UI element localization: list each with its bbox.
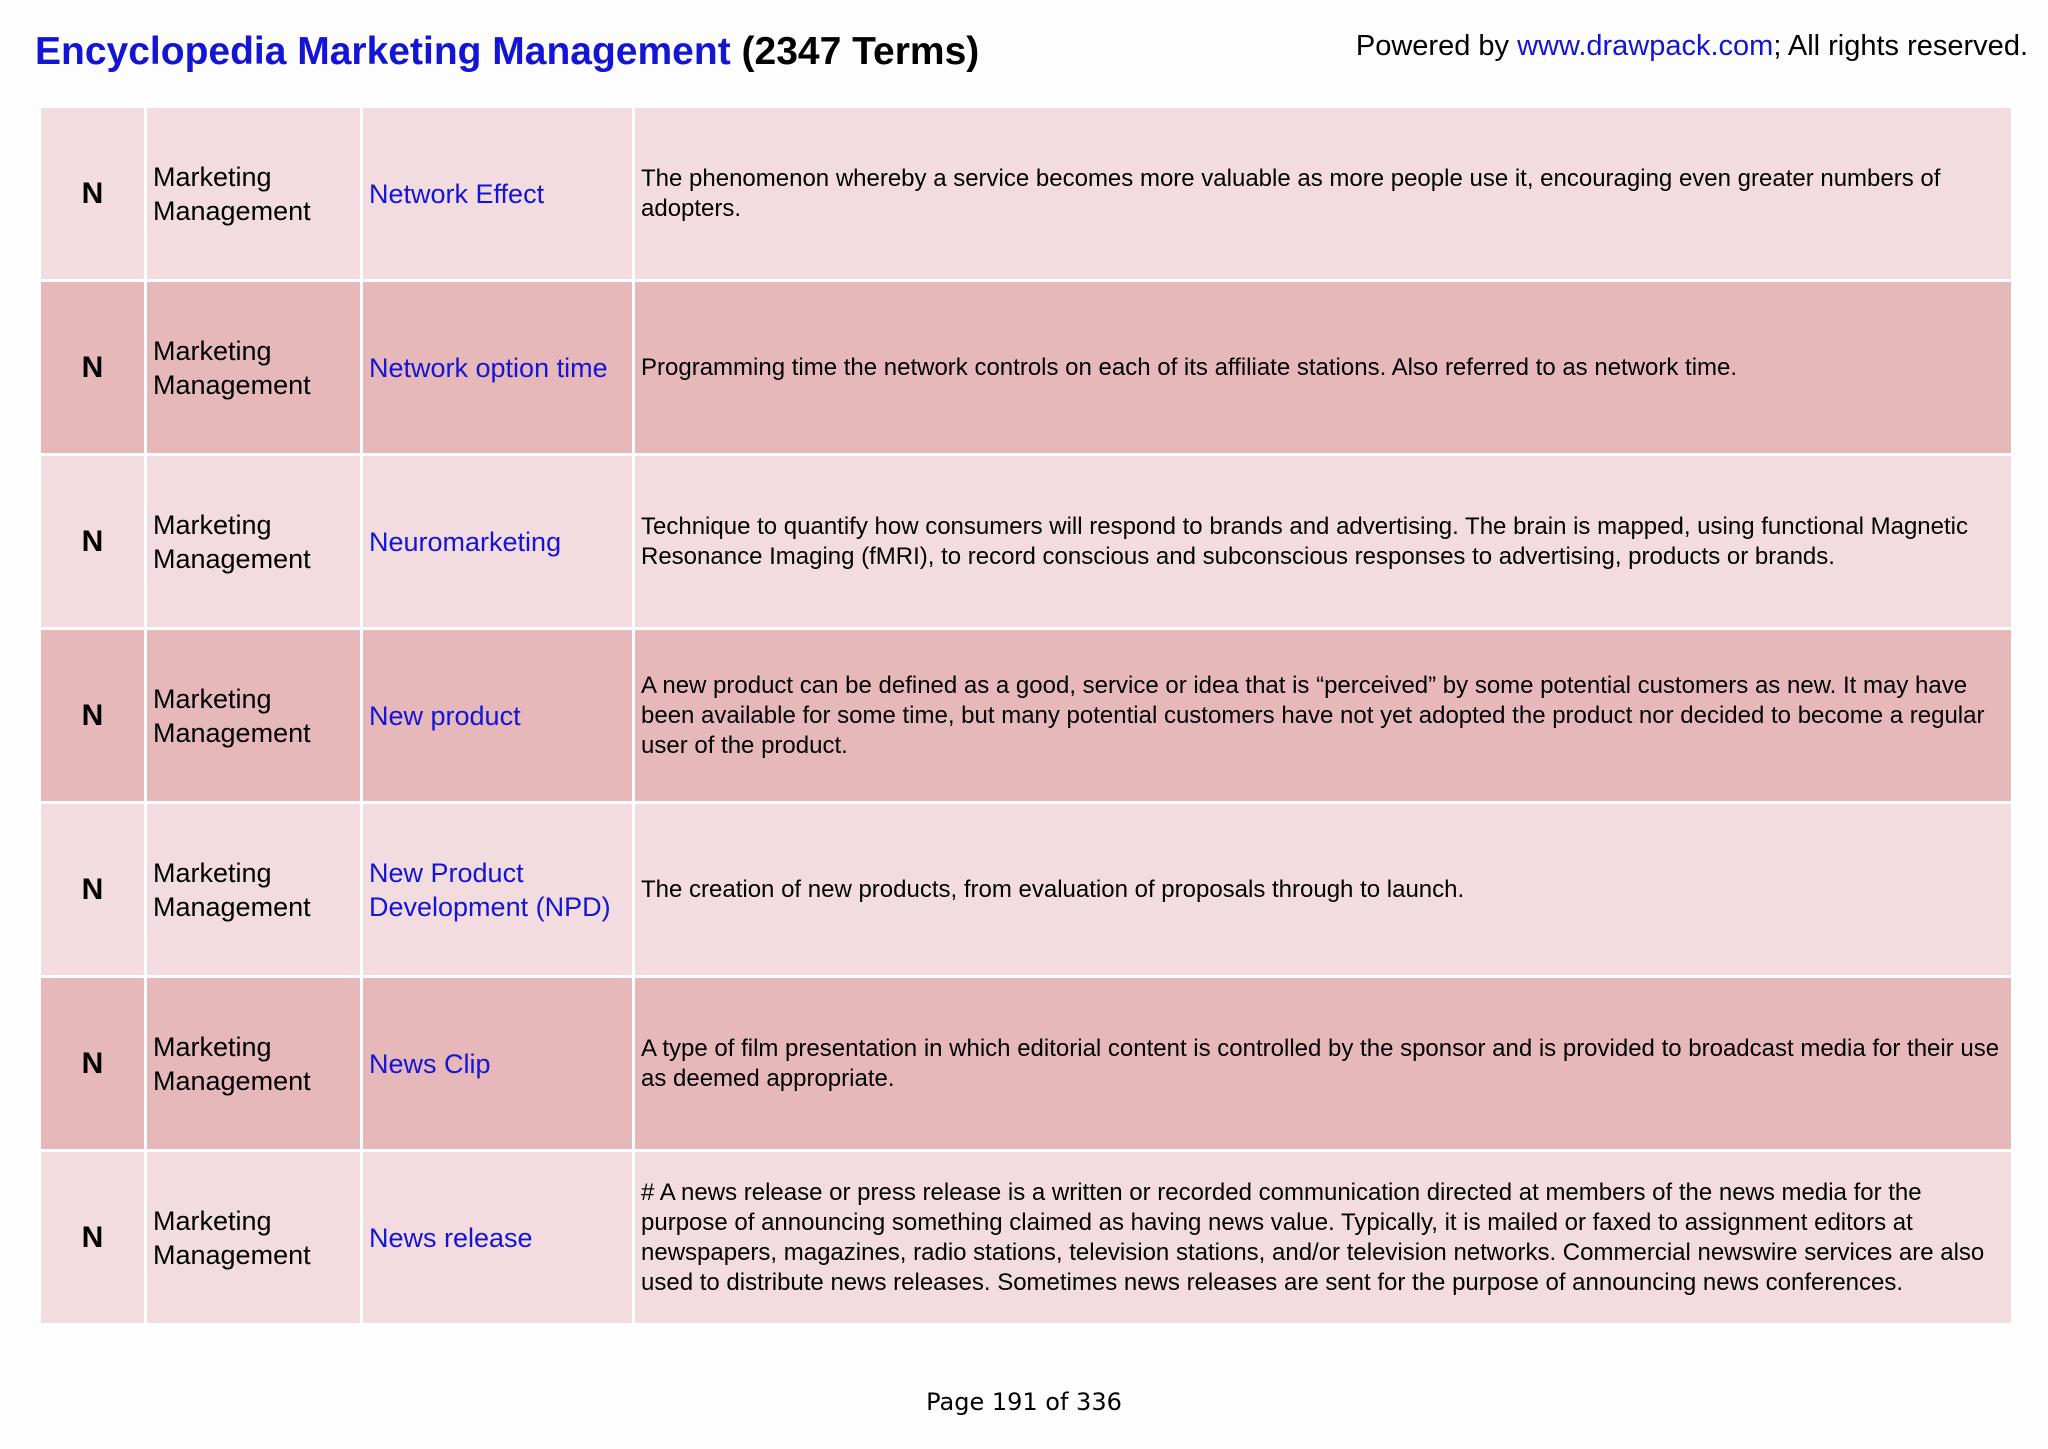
row-letter: N [40,629,146,803]
row-letter: N [40,977,146,1151]
table-row [40,629,2013,803]
row-letter: N [40,1151,146,1325]
term-link[interactable]: News Clip [362,977,634,1151]
powered-prefix: Powered by [1355,30,1510,62]
title-text: Encyclopedia Marketing Management [35,30,731,73]
table-row [40,977,2013,1151]
term-count: (2347 Terms) [741,30,980,73]
row-category: Marketing Management [146,455,362,629]
terms-table [38,105,2014,1326]
powered-by [1356,30,2028,63]
term-description: A type of film presentation in which editorial content is controlled by the sponsor and is provided to broadcast media for their use as deemed appropriate. [634,977,2013,1151]
table-row [40,107,2013,281]
term-description: The phenomenon whereby a service becomes more valuable as more people use it, encouraging even greater numbers of adopters. [634,107,2013,281]
table-row [40,455,2013,629]
term-description: The creation of new products, from evaluation of proposals through to launch. [634,803,2013,977]
term-link[interactable]: New product [362,629,634,803]
term-link[interactable]: News release [362,1151,634,1325]
row-letter: N [40,281,146,455]
term-link[interactable]: Network Effect [362,107,634,281]
term-link[interactable]: New Product Development (NPD) [362,803,634,977]
table-row [40,1151,2013,1325]
table-row [40,281,2013,455]
term-link[interactable]: Network option time [362,281,634,455]
term-link[interactable]: Neuromarketing [362,455,634,629]
term-description: A new product can be defined as a good, service or idea that is “perceived” by some potential customers as new. It may have been available for some time, but many potential customers have not yet adopted the product nor decided to become a regular user of the product. [634,629,2013,803]
page-header [0,0,2048,100]
row-letter: N [40,455,146,629]
row-letter: N [40,107,146,281]
drawpack-link[interactable]: www.drawpack.com [1517,30,1774,62]
row-category: Marketing Management [146,803,362,977]
powered-suffix: ; All rights reserved. [1773,30,2028,62]
row-category: Marketing Management [146,281,362,455]
row-category: Marketing Management [146,629,362,803]
row-category: Marketing Management [146,107,362,281]
page-number: Page 191 of 336 [926,1388,1122,1416]
term-description: Programming time the network controls on each of its affiliate stations. Also referred to as network time. [634,281,2013,455]
table-row [40,803,2013,977]
term-description: Technique to quantify how consumers will respond to brands and advertising. The brain is mapped, using functional Magnetic Resonance Imaging (fMRI), to record conscious and subconscious responses to advertising, products or brands. [634,455,2013,629]
document-title [35,30,979,74]
row-category: Marketing Management [146,1151,362,1325]
row-letter: N [40,803,146,977]
term-description: # A news release or press release is a written or recorded communication directed at members of the news media for the purpose of announcing something claimed as having news value. Typically, it is mailed or faxed to assignment editors at newspapers, magazines, radio stations, television stations, and/or television networks. Commercial newswire services are also used to distribute news releases. Sometimes news releases are sent for the purpose of announcing news conferences. [634,1151,2013,1325]
row-category: Marketing Management [146,977,362,1151]
